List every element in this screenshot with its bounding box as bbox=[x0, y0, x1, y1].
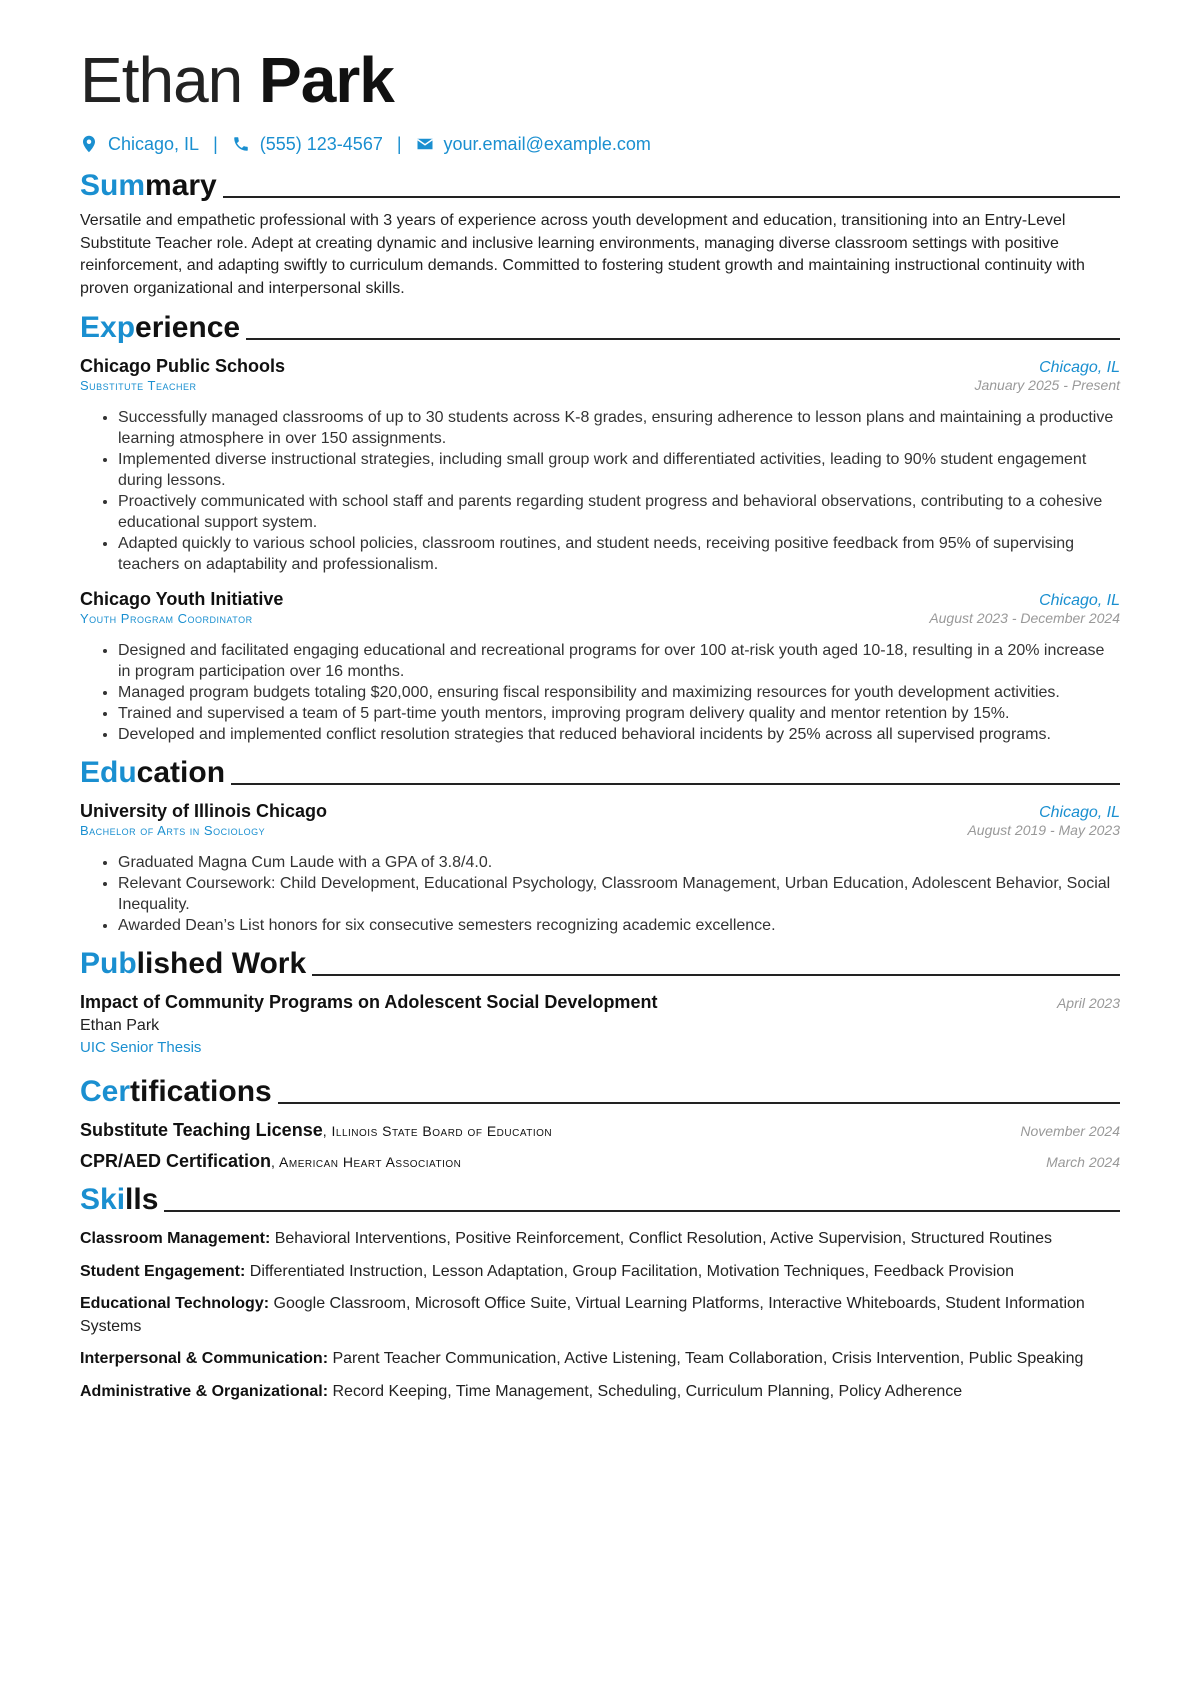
skill-row bbox=[80, 1381, 1120, 1404]
list-item: • Trained and supervised a team of 5 part-time youth mentors, improving program delivery quality and mentor retention by 15%. bbox=[118, 703, 1120, 724]
section-heading bbox=[80, 753, 1120, 791]
skill-row bbox=[80, 1261, 1120, 1284]
location-text: Chicago, IL bbox=[108, 133, 200, 154]
section-title: Education bbox=[80, 756, 226, 789]
entry-location: Chicago, IL bbox=[1039, 359, 1120, 376]
publication-author: Ethan Park bbox=[80, 1017, 160, 1034]
skill-category: Educational Technology: bbox=[80, 1295, 270, 1312]
list-item: • Graduated Magna Cum Laude with a GPA of 3.8/4.0. bbox=[118, 852, 1120, 873]
entry-dates: August 2019 - May 2023 bbox=[967, 822, 1120, 838]
experience-entry bbox=[80, 356, 1120, 575]
summary-text: Versatile and empathetic professional with 3 years of experience across youth development and education, transitioning into an Entry-Level Substitute Teacher role. Adept at creating dynamic and inclusive learning environments, managing diverse classroom settings with positive reinforcement, and adapting swiftly to curriculum demands. Committed to fostering student growth and maintaining instructional continuity with proven organizational and interpersonal skills. bbox=[80, 212, 1085, 297]
certifications-section bbox=[80, 1072, 1120, 1172]
job-title: Youth Program Coordinator bbox=[80, 611, 253, 626]
phone-text: (555) 123-4567 bbox=[259, 133, 383, 154]
bullet-list bbox=[80, 407, 1120, 575]
skill-category: Classroom Management: bbox=[80, 1230, 271, 1247]
section-rule bbox=[164, 1210, 1120, 1212]
section-rule bbox=[246, 338, 1120, 340]
certification-name: Substitute Teaching License bbox=[80, 1120, 323, 1140]
bullet-list bbox=[80, 852, 1120, 936]
skill-row bbox=[80, 1228, 1120, 1251]
section-heading bbox=[80, 308, 1120, 346]
section-rule bbox=[278, 1102, 1120, 1104]
map-pin-icon bbox=[80, 135, 98, 153]
list-item: • Relevant Coursework: Child Development, Educational Psychology, Classroom Management, Urban Education, Adolescent Behavior, Social Inequality. bbox=[118, 873, 1120, 915]
section-heading bbox=[80, 166, 1120, 204]
skill-list: Google Classroom, Microsoft Office Suite, Virtual Learning Platforms, Interactive Whiteboards, Student Information Systems bbox=[80, 1295, 1085, 1335]
section-title: Published Work bbox=[80, 947, 307, 980]
section-heading bbox=[80, 1180, 1120, 1218]
education-entry bbox=[80, 801, 1120, 936]
skill-row bbox=[80, 1348, 1120, 1371]
summary-section bbox=[80, 166, 1120, 300]
skill-list: Differentiated Instruction, Lesson Adaptation, Group Facilitation, Motivation Techniques, Feedback Provision bbox=[245, 1262, 1015, 1280]
list-item: • Developed and implemented conflict resolution strategies that reduced behavioral incidents by 25% across all supervised programs. bbox=[118, 724, 1120, 745]
contact-phone[interactable] bbox=[232, 134, 383, 155]
publication-entry bbox=[80, 992, 1120, 1056]
contact-email[interactable] bbox=[416, 134, 651, 155]
experience-entry bbox=[80, 589, 1120, 745]
section-heading bbox=[80, 1072, 1120, 1110]
certification-item bbox=[80, 1120, 1120, 1141]
certification-date: March 2024 bbox=[1046, 1154, 1120, 1170]
entry-dates: August 2023 - December 2024 bbox=[929, 610, 1120, 626]
list-item: • Implemented diverse instructional strategies, including small group work and differentiated activities, leading to 90% student engagement during lessons. bbox=[118, 449, 1120, 491]
certification-name: CPR/AED Certification bbox=[80, 1151, 272, 1171]
section-title: Skills bbox=[80, 1183, 159, 1216]
skill-list: Parent Teacher Communication, Active Listening, Team Collaboration, Crisis Intervention, Public Speaking bbox=[328, 1350, 1084, 1367]
published-section bbox=[80, 944, 1120, 1056]
section-title: Summary bbox=[80, 169, 217, 202]
list-item: • Successfully managed classrooms of up to 30 students across K-8 grades, ensuring adherence to lesson plans and maintaining a productive learning atmosphere in over 150 assignments. bbox=[118, 407, 1120, 449]
list-item: • Adapted quickly to various school policies, classroom routines, and student needs, receiving positive feedback from 95% of supervising teachers on adaptability and professionalism. bbox=[118, 533, 1120, 575]
contact-location bbox=[80, 134, 199, 155]
publication-venue: UIC Senior Thesis bbox=[80, 1039, 202, 1056]
section-heading bbox=[80, 944, 1120, 982]
contact-separator: | bbox=[396, 133, 402, 154]
skill-category: Interpersonal & Communication: bbox=[80, 1350, 329, 1367]
list-item: • Awarded Dean’s List honors for six consecutive semesters recognizing academic excellence. bbox=[118, 915, 1120, 936]
skill-list: Record Keeping, Time Management, Scheduling, Curriculum Planning, Policy Adherence bbox=[328, 1382, 963, 1400]
section-rule bbox=[223, 196, 1120, 198]
skill-row bbox=[80, 1293, 1120, 1338]
job-title: Substitute Teacher bbox=[80, 378, 197, 393]
entry-dates: January 2025 - Present bbox=[974, 377, 1120, 393]
list-item: • Managed program budgets totaling $20,000, ensuring fiscal responsibility and maximizing resources for youth development activities. bbox=[118, 682, 1120, 703]
contact-separator: | bbox=[213, 133, 218, 154]
school-name: University of Illinois Chicago bbox=[80, 801, 328, 821]
publication-date: April 2023 bbox=[1056, 995, 1120, 1011]
skills-section bbox=[80, 1180, 1120, 1403]
certification-date: November 2024 bbox=[1020, 1123, 1120, 1139]
certification-issuer: , Illinois State Board of Education bbox=[322, 1123, 553, 1139]
employer-name: Chicago Youth Initiative bbox=[80, 589, 284, 609]
employer-name: Chicago Public Schools bbox=[80, 356, 286, 376]
experience-section bbox=[80, 308, 1120, 745]
certification-issuer: , American Heart Association bbox=[271, 1154, 462, 1170]
section-rule bbox=[231, 783, 1120, 785]
list-item: • Designed and facilitated engaging educational and recreational programs for over 100 at-risk youth aged 10-18, resulting in a 20% increase in program participation over 16 months. bbox=[118, 640, 1120, 682]
envelope-icon bbox=[416, 135, 434, 153]
skill-list: Behavioral Interventions, Positive Reinforcement, Conflict Resolution, Active Supervision, Structured Routines bbox=[270, 1230, 1052, 1247]
contact-bar bbox=[80, 130, 1120, 158]
list-item: • Proactively communicated with school staff and parents regarding student progress and behavioral observations, contributing to a cohesive educational support system. bbox=[118, 491, 1120, 533]
entry-location: Chicago, IL bbox=[1039, 804, 1120, 821]
degree: Bachelor of Arts in Sociology bbox=[80, 823, 266, 838]
section-title: Experience bbox=[80, 311, 241, 344]
skill-category: Administrative & Organizational: bbox=[80, 1382, 329, 1400]
entry-location: Chicago, IL bbox=[1039, 592, 1120, 609]
certification-item bbox=[80, 1151, 1120, 1172]
candidate-name bbox=[80, 40, 1120, 120]
section-rule bbox=[312, 974, 1120, 976]
bullet-list bbox=[80, 640, 1120, 745]
email-link[interactable]: your.email@example.com bbox=[443, 133, 651, 154]
first-name: Ethan bbox=[80, 44, 243, 116]
section-title: Certifications bbox=[80, 1075, 272, 1108]
publication-title: Impact of Community Programs on Adolescent Social Development bbox=[80, 992, 658, 1012]
phone-icon bbox=[232, 135, 250, 153]
education-section bbox=[80, 753, 1120, 936]
skill-category: Student Engagement: bbox=[80, 1262, 246, 1280]
last-name: Park bbox=[259, 44, 394, 116]
